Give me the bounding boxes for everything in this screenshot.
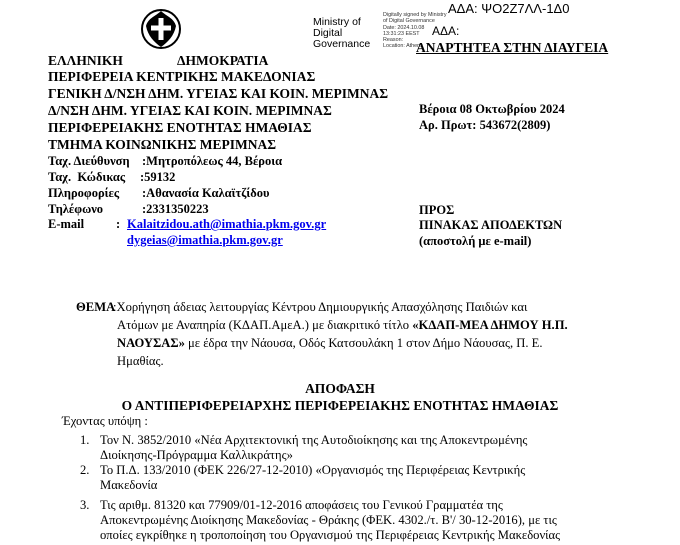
header-line1-left: ΕΛΛΗΝΙΚΗ xyxy=(48,53,123,68)
list-item-3-line2: Αποκεντρωμένης Διοίκησης Μακεδονίας - Θράκης (ΦΕΚ. 4302./τ. Β'/ 30-12-2016), με τις xyxy=(100,513,557,527)
email-link-2[interactable]: dygeias@imathia.pkm.gov.gr xyxy=(127,233,283,247)
list-item-number: 2. xyxy=(80,463,90,477)
signature-detail-2: of Digital Governance xyxy=(383,18,435,25)
greek-emblem-icon xyxy=(140,8,182,50)
subject-line3 xyxy=(117,335,542,351)
list-item-number: 1. xyxy=(80,433,90,447)
email-label: E-mail xyxy=(48,217,85,231)
recipients-table: ΠΙΝΑΚΑΣ ΑΠΟΔΕΚΤΩΝ xyxy=(419,218,563,232)
signature-org xyxy=(313,17,370,50)
signature-detail-5: Reason: xyxy=(383,37,404,44)
subject-line2 xyxy=(117,317,568,333)
ada-code: ΑΔΑ: ΨΟ2Ζ7ΛΛ-1Δ0 xyxy=(448,1,570,16)
header-line2: ΠΕΡΙΦΕΡΕΙΑ ΚΕΝΤΡΙΚΗΣ ΜΑΚΕΔΟΝΙΑΣ xyxy=(48,69,316,84)
signature-detail-4: 13:31:23 EEST xyxy=(383,30,420,37)
signature-detail-3: Date: 2024.10.08 xyxy=(383,24,425,31)
list-item-1-line1: Τον Ν. 3852/2010 «Νέα Αρχιτεκτονική της Αυτοδιοίκησης και της Αποκεντρωμένης xyxy=(100,433,528,447)
list-item-1-line2: Διοίκησης-Πρόγραμμα Καλλικράτης» xyxy=(100,448,293,462)
email-colon: : xyxy=(116,217,121,231)
signature-detail-6: Location: Athens xyxy=(383,43,423,50)
subject-line3-text: με έδρα την Νάουσα, Οδός Κατσουλάκη 1 στον Δήμο Νάουσας, Π. Ε. xyxy=(184,336,543,350)
list-item-3-line1: Τις αριθμ. 81320 και 77909/01-12-2016 αποφάσεις του Γενικού Γραμματέα της xyxy=(100,498,503,512)
decision-subtitle: Ο ΑΝΤΙΠΕΡΙΦΕΡΕΙΑΡΧΗΣ ΠΕΡΙΦΕΡΕΙΑΚΗΣ ΕΝΟΤΗΤΑΣ ΗΜΑΘΙΑΣ xyxy=(121,398,559,413)
info-value: :Αθανασία Καλαϊτζίδου xyxy=(142,186,270,200)
having-regard: Έχοντας υπόψη : xyxy=(62,414,148,428)
list-item-3-line3: οποίες εγκρίθηκε η τροποποίηση του Οργανισμού της Περιφέρειας Κεντρικής Μακεδονίας xyxy=(100,528,561,542)
header-line1-right: ΔΗΜΟΚΡΑΤΙΑ xyxy=(177,53,269,68)
zip-value: :59132 xyxy=(140,170,176,184)
posting-note: ΑΝΑΡΤΗΤΕΑ ΣΤΗΝ ΔΙΑΥΓΕΙΑ xyxy=(416,40,609,55)
recipients-note: (αποστολή με e-mail) xyxy=(419,234,532,248)
email-link-1[interactable]: Kalaitzidou.ath@imathia.pkm.gov.gr xyxy=(127,217,327,231)
header-line5: ΠΕΡΙΦΕΡΕΙΑΚΗΣ ΕΝΟΤΗΤΑΣ ΗΜΑΘΙΑΣ xyxy=(48,120,312,135)
ada-label: ΑΔΑ: xyxy=(432,24,460,38)
subject-title-part1: «ΚΔΑΠ-ΜΕΑ ΔΗΜΟΥ Η.Π. xyxy=(412,318,568,332)
list-item-number: 3. xyxy=(80,498,90,512)
list-item-2-line1: Το Π.Δ. 133/2010 (ΦΕΚ 226/27-12-2010) «Οργανισμός της Περιφέρειας Κεντρικής xyxy=(100,463,526,477)
zip-label: Ταχ. Κώδικας xyxy=(48,170,126,184)
phone-value: :2331350223 xyxy=(142,202,209,216)
subject-line2-text: Ατόμων με Αναπηρία (ΚΔΑΠ.ΑμεΑ.) με διακριτικό τίτλο xyxy=(117,318,413,332)
header-line3: ΓΕΝΙΚΗ Δ/ΝΣΗ ΔΗΜ. ΥΓΕΙΑΣ ΚΑΙ ΚΟΙΝ. ΜΕΡΙΜΝΑΣ xyxy=(48,86,389,101)
subject-title-part2: ΝΑΟΥΣΑΣ» xyxy=(117,336,185,350)
document-date: Βέροια 08 Οκτωβρίου 2024 xyxy=(419,102,565,116)
subject-label: ΘΕΜΑ xyxy=(76,300,116,314)
header-line4: Δ/ΝΣΗ ΔΗΜ. ΥΓΕΙΑΣ ΚΑΙ ΚΟΙΝ. ΜΕΡΙΜΝΑΣ xyxy=(48,103,332,118)
address-value: :Μητροπόλεως 44, Βέροια xyxy=(142,154,283,168)
protocol-number: Αρ. Πρωτ: 543672(2809) xyxy=(419,118,551,132)
subject-line1: :Χορήγηση άδειας λειτουργίας Κέντρου Δημιουργικής Απασχόλησης Παιδιών και xyxy=(113,300,528,314)
address-label: Ταχ. Διεύθυνση xyxy=(48,154,130,168)
recipients-pros: ΠΡΟΣ xyxy=(419,203,455,217)
decision-title: ΑΠΟΦΑΣΗ xyxy=(305,381,375,396)
signature-org-line2: Digital xyxy=(313,27,343,39)
signature-org-line1: Ministry of xyxy=(313,16,361,28)
subject-line4: Ημαθίας. xyxy=(117,354,164,368)
info-label: Πληροφορίες xyxy=(48,186,120,200)
phone-label: Τηλέφωνο xyxy=(48,202,104,216)
signature-detail-1: Digitally signed by Ministry xyxy=(383,12,447,18)
list-item-2-line2: Μακεδονία xyxy=(100,478,158,492)
header-line6: ΤΜΗΜΑ ΚΟΙΝΩΝΙΚΗΣ ΜΕΡΙΜΝΑΣ xyxy=(48,137,277,152)
signature-org-line3: Governance xyxy=(313,38,371,50)
